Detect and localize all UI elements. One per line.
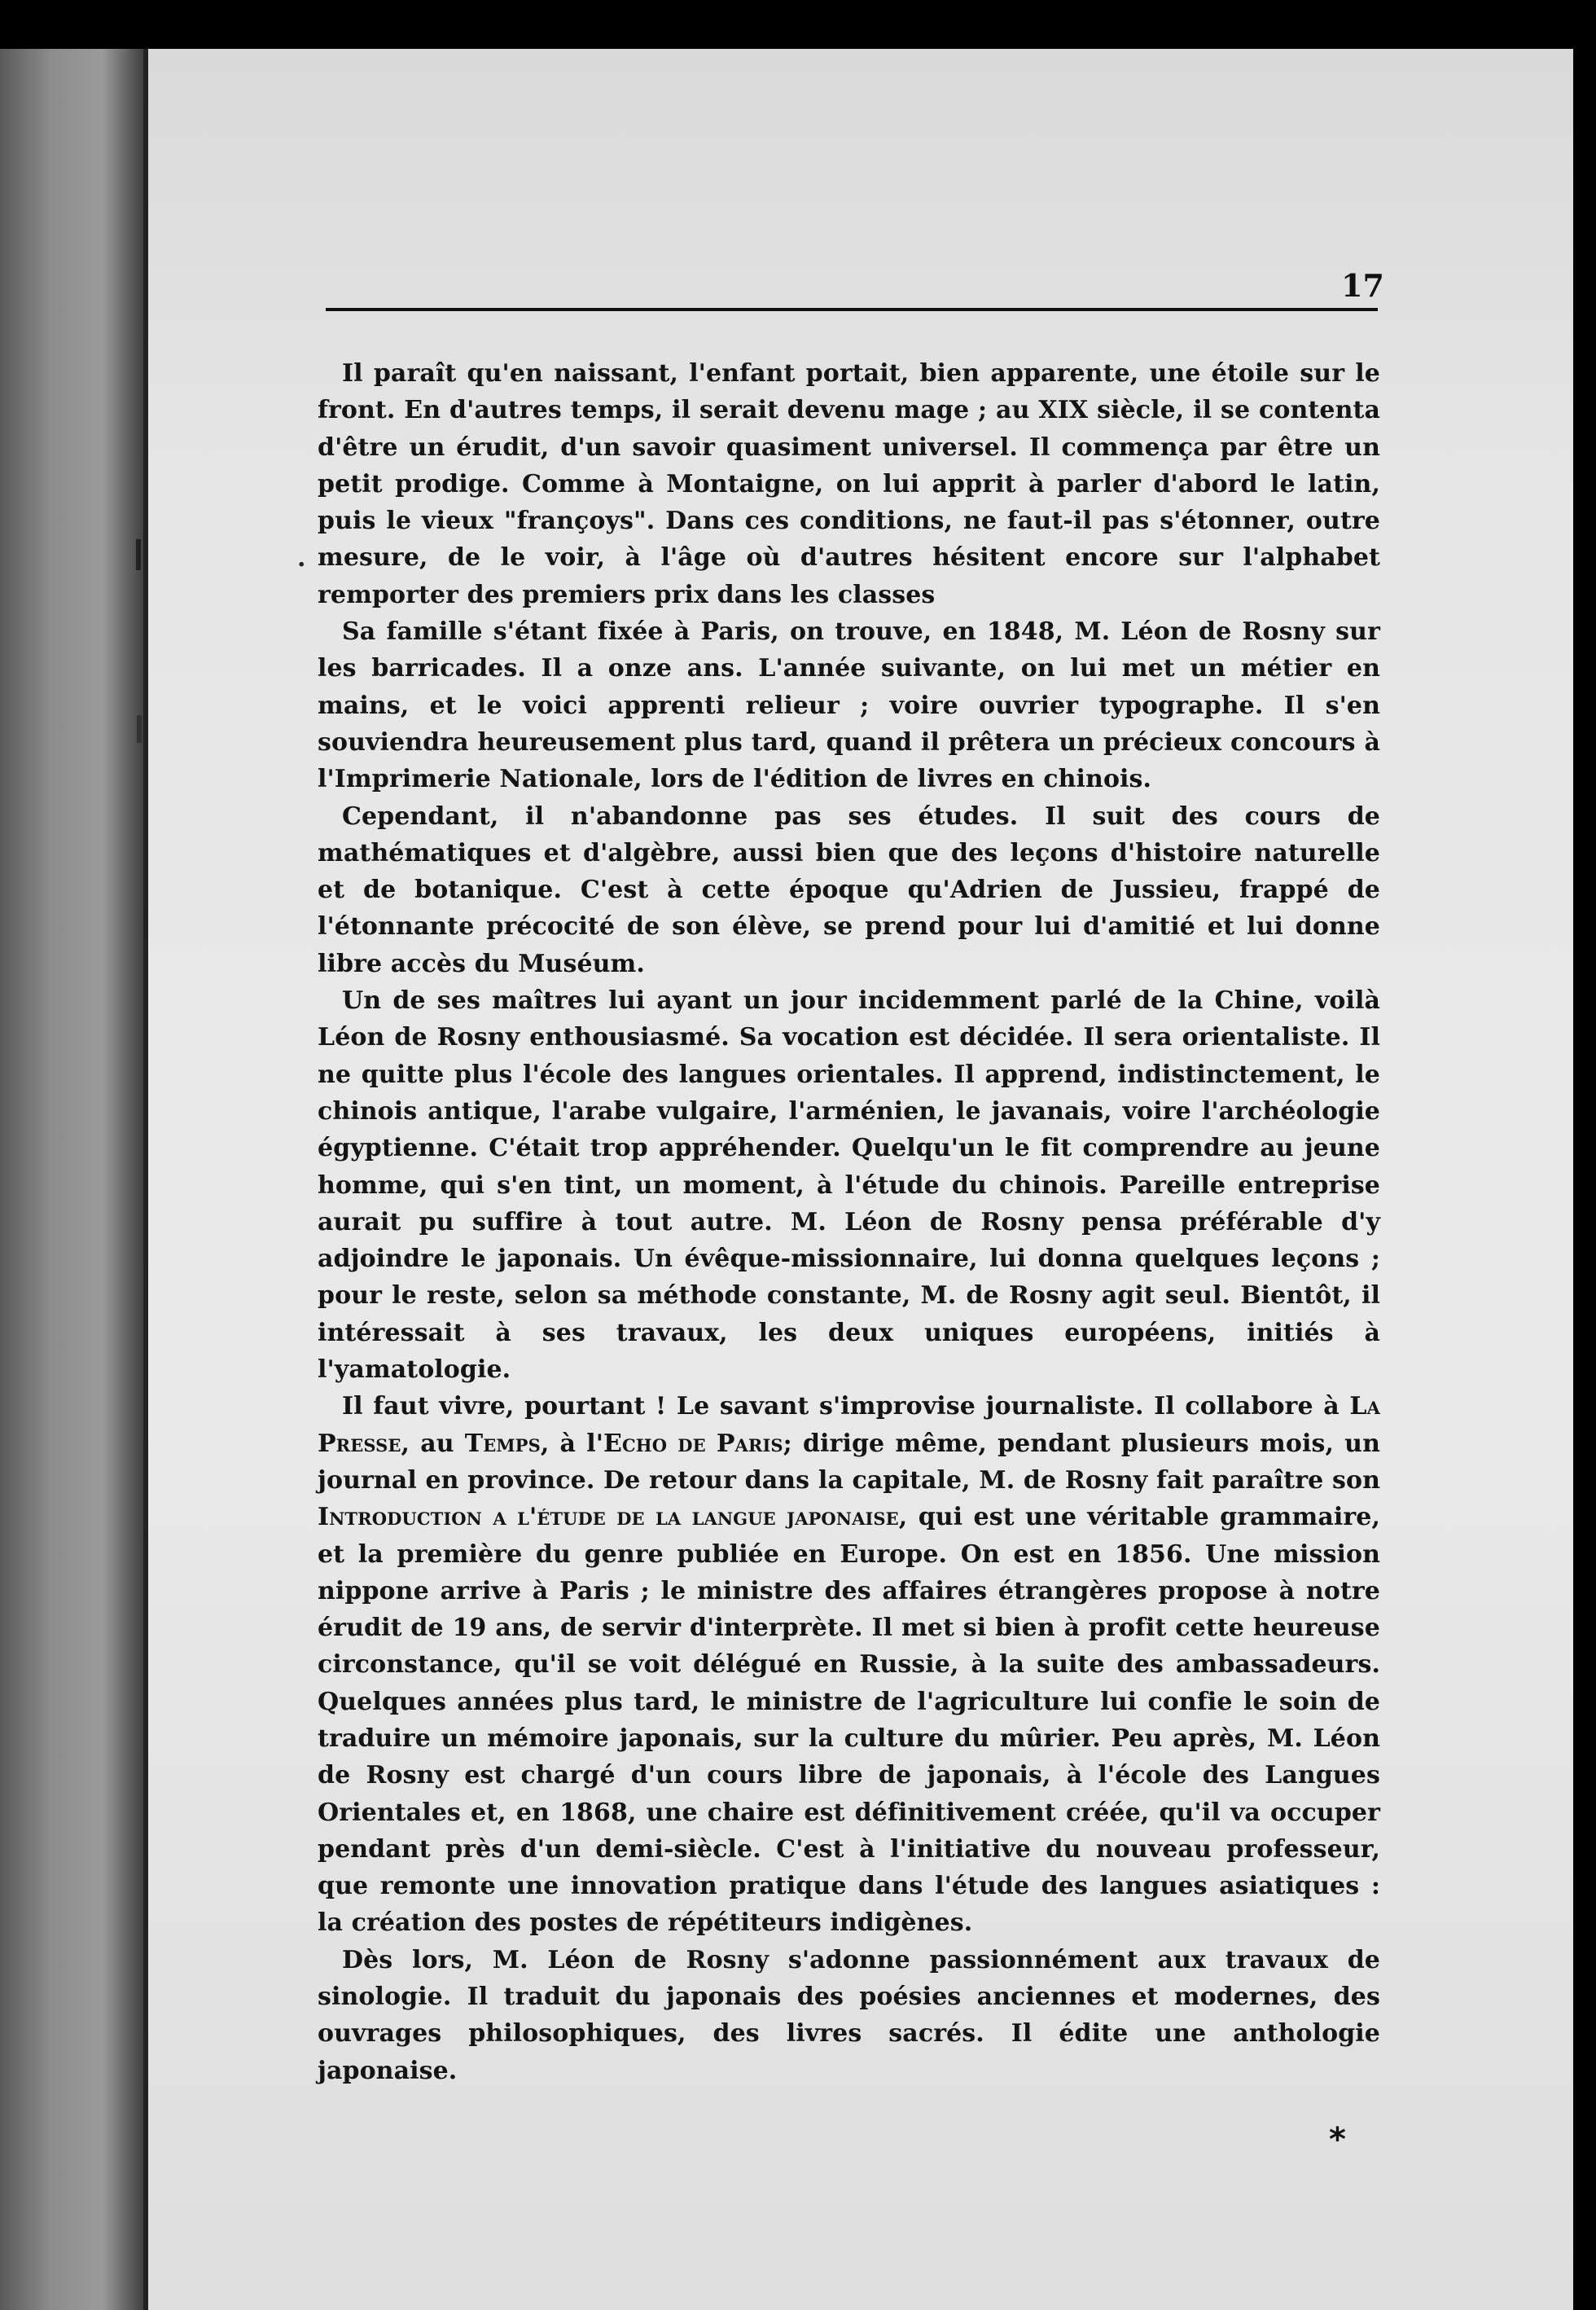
newspaper-echo-de-paris: Echo de Paris bbox=[603, 1429, 783, 1458]
paragraph-5-text: ; dirige même, pendant plusieurs mois, un journal en province. De retour dans la capitale, M. de Rosny fait paraître son bbox=[318, 1429, 1380, 1495]
paragraph-1: Il paraît qu'en naissant, l'enfant portait, bien apparente, une étoile sur le front. En d'autres temps, il serait devenu mage ; au XIX siècle, il se contenta d'être un érudit, d'un savoir quasiment universel. Il commença par être un petit prodige. Comme à Montaigne, on lui apprit à parler d'abord le latin, puis le vieux "françoys". Dans ces conditions, ne faut-il pas s'étonner, outre mesure, de le voir, à l'âge où d'autres hésitent encore sur l'alphabet remporter des premiers prix dans les classes bbox=[318, 359, 1380, 609]
scan-border-right bbox=[1573, 0, 1596, 2310]
paragraph-5-text: , à l' bbox=[540, 1429, 604, 1458]
body-text bbox=[318, 355, 1380, 2089]
paragraph-3: Cependant, il n'abandonne pas ses études. Il suit des cours de mathématiques et d'algèbre, aussi bien que des leçons d'histoire naturelle et de botanique. C'est à cette époque qu'Adrien de Jussieu, frappé de l'étonnante précocité de son élève, se prend pour lui d'amitié et lui donne libre accès du Muséum. bbox=[318, 801, 1380, 978]
paragraph-6: Dès lors, M. Léon de Rosny s'adonne passionnément aux travaux de sinologie. Il traduit du japonais des poésies anciennes et modernes, des ouvrages philosophiques, des livres sacrés. Il édite une anthologie japonaise. bbox=[318, 1945, 1380, 2085]
newspaper-temps: Temps bbox=[464, 1429, 541, 1458]
page-number: 17 bbox=[1341, 267, 1384, 304]
margin-mark bbox=[136, 539, 141, 570]
book-title: Introduction a l'étude de la langue japonaise bbox=[318, 1503, 899, 1532]
paragraph-5-text: , au bbox=[401, 1429, 465, 1458]
header-rule bbox=[326, 308, 1378, 311]
paragraph-5-text: , qui est une véritable grammaire, et la première du genre publiée en Europe. On est en 1856. Une mission nippone arrive à Paris ; le ministre des affaires étrangères propose à notre érudit de 19 ans, de servir d'interprète. Il met si bien à profit cette heureuse circonstance, qu'il se voit délégué en Russie, à la suite des ambassadeurs. Quelques années plus tard, le ministre de l'agriculture lui confie le soin de traduire un mémoire japonais, sur la culture du mûrier. Peu après, M. Léon de Rosny est chargé d'un cours libre de japonais, à l'école des Langues Orientales et, en 1868, une chaire est définitivement créée, qu'il va occuper pendant près d'un demi-siècle. C'est à l'initiative du nouveau professeur, que remonte une innovation pratique dans l'étude des langues asiatiques : la création des postes de répétiteurs indigènes. bbox=[318, 1503, 1380, 1938]
newspaper-la-presse: La Presse bbox=[318, 1392, 1380, 1458]
book-spine-edge bbox=[0, 49, 147, 2310]
paragraph-5 bbox=[318, 1388, 1380, 1941]
paragraph-2: Sa famille s'étant fixée à Paris, on trouve, en 1848, M. Léon de Rosny sur les barricades. Il a onze ans. L'année suivante, on lui met un métier en mains, et le voici apprenti relieur ; voire ouvrier typographe. Il s'en souviendra heureusement plus tard, quand il prêtera un précieux concours à l'Imprimerie Nationale, lors de l'édition de livres en chinois. bbox=[318, 617, 1380, 794]
footer-mark: * bbox=[1329, 2121, 1346, 2158]
margin-dot: . bbox=[297, 544, 306, 573]
paragraph-5-text: Il faut vivre, pourtant ! Le savant s'improvise journaliste. Il collabore à bbox=[342, 1392, 1350, 1421]
margin-mark bbox=[137, 715, 142, 743]
paragraph-4: Un de ses maîtres lui ayant un jour incidemment parlé de la Chine, voilà Léon de Rosny enthousiasmé. Sa vocation est décidée. Il sera orientaliste. Il ne quitte plus l'école des langues orientales. Il apprend, indistinctement, le chinois antique, l'arabe vulgaire, l'arménien, le javanais, voire l'archéologie égyptienne. C'était trop appréhender. Quelqu'un le fit comprendre au jeune homme, qui s'en tint, un moment, à l'étude du chinois. Pareille entreprise aurait pu suffire à tout autre. M. Léon de Rosny pensa préférable d'y adjoindre le japonais. Un évêque-missionnaire, lui donna quelques leçons ; pour le reste, selon sa méthode constante, M. de Rosny agit seul. Bientôt, il intéressait à ses travaux, les deux uniques européens, initiés à l'yamatologie. bbox=[318, 986, 1380, 1385]
